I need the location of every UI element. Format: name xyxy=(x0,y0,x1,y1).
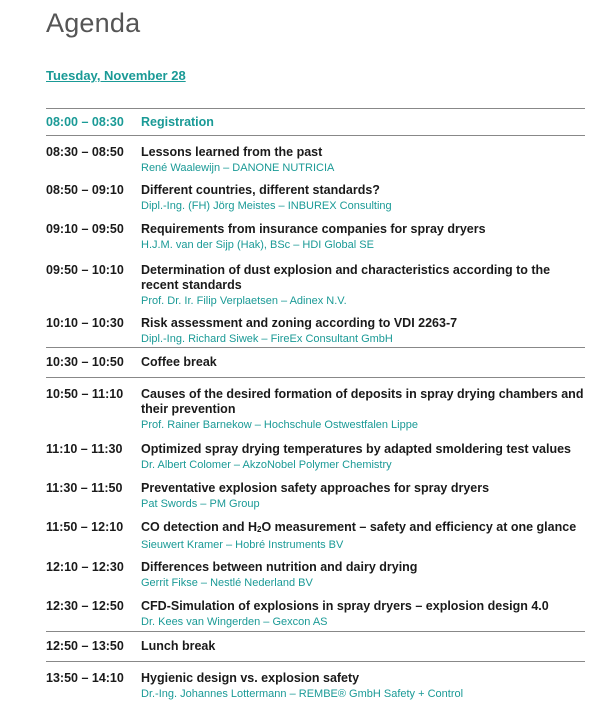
agenda-title: Requirements from insurance companies for spray dryers xyxy=(141,222,486,236)
agenda-item xyxy=(46,213,585,254)
agenda-title: Risk assessment and zoning according to VDI 2263-7 xyxy=(141,316,458,330)
agenda-time: 12:10 – 12:30 xyxy=(46,560,124,574)
agenda-time: 11:30 – 11:50 xyxy=(46,481,123,495)
agenda-title: Coffee break xyxy=(141,355,217,369)
agenda-item xyxy=(46,378,585,433)
agenda-speaker: H.J.M. van der Sijp (Hak), BSc – HDI Global SE xyxy=(141,239,374,251)
agenda-title-part: O measurement – safety and efficiency at one glance xyxy=(261,520,577,534)
agenda-time: 11:10 – 11:30 xyxy=(46,442,123,456)
agenda-time: 08:30 – 08:50 xyxy=(46,145,124,159)
agenda-speaker: Prof. Rainer Barnekow – Hochschule Ostwestfalen Lippe xyxy=(141,419,418,431)
date-heading: Tuesday, November 28 xyxy=(46,68,186,83)
agenda-speaker: Dipl.-Ing. (FH) Jörg Meistes – INBUREX Consulting xyxy=(141,200,392,212)
agenda-item xyxy=(46,136,585,174)
agenda-speaker: Dr. Albert Colomer – AkzoNobel Polymer Chemistry xyxy=(141,459,392,471)
agenda-speaker: Dipl.-Ing. Richard Siwek – FireEx Consultant GmbH xyxy=(141,333,393,345)
agenda-time: 11:50 – 12:10 xyxy=(46,520,124,534)
agenda-time: 12:50 – 13:50 xyxy=(46,639,124,653)
agenda-item xyxy=(46,551,585,590)
agenda-title-part: CO detection and H xyxy=(141,520,257,534)
agenda-title: Preventative explosion safety approaches for spray dryers xyxy=(141,481,490,495)
agenda-title: Hygienic design vs. explosion safety xyxy=(141,671,360,685)
agenda-title: Registration xyxy=(141,115,214,129)
agenda-speaker: Prof. Dr. Ir. Filip Verplaetsen – Adinex N.V. xyxy=(141,295,347,307)
agenda-speaker: Dr. Kees van Wingerden – Gexcon AS xyxy=(141,616,328,628)
subscript-2: 2 xyxy=(256,525,262,534)
agenda-time: 10:10 – 10:30 xyxy=(46,316,124,330)
agenda-list xyxy=(46,108,585,702)
agenda-time: 10:30 – 10:50 xyxy=(46,355,124,369)
agenda-time: 10:50 – 11:10 xyxy=(46,387,124,401)
agenda-title: CFD-Simulation of explosions in spray dryers – explosion design 4.0 xyxy=(141,599,549,613)
agenda-speaker: Pat Swords – PM Group xyxy=(141,498,260,510)
agenda-title xyxy=(141,520,585,537)
agenda-speaker: Sieuwert Kramer – Hobré Instruments BV xyxy=(141,539,344,551)
agenda-title: Causes of the desired formation of deposits in spray drying chambers and their prevention xyxy=(141,387,584,416)
agenda-item xyxy=(46,511,585,551)
agenda-speaker: Gerrit Fikse – Nestlé Nederland BV xyxy=(141,577,313,589)
agenda-item xyxy=(46,590,585,631)
page-title: Agenda xyxy=(46,8,141,38)
agenda-item-lunch-break xyxy=(46,632,585,661)
agenda-item xyxy=(46,433,585,472)
agenda-speaker: Dr.-Ing. Johannes Lottermann – REMBE® GmbH Safety + Control xyxy=(141,688,464,700)
agenda-time: 13:50 – 14:10 xyxy=(46,671,124,685)
agenda-title: Differences between nutrition and dairy drying xyxy=(141,560,418,574)
agenda-item xyxy=(46,307,585,347)
agenda-title: Lunch break xyxy=(141,639,216,653)
agenda-title: Lessons learned from the past xyxy=(141,145,323,159)
agenda-time: 08:00 – 08:30 xyxy=(46,115,124,129)
agenda-title: Different countries, different standards? xyxy=(141,183,380,197)
agenda-speaker: René Waalewijn – DANONE NUTRICIA xyxy=(141,162,335,174)
agenda-item xyxy=(46,254,585,307)
agenda-title: Determination of dust explosion and characteristics according to the recent standards xyxy=(141,263,551,292)
agenda-item xyxy=(46,174,585,213)
agenda-time: 09:50 – 10:10 xyxy=(46,263,124,277)
agenda-item xyxy=(46,662,585,702)
agenda-time: 08:50 – 09:10 xyxy=(46,183,124,197)
agenda-item-coffee-break xyxy=(46,348,585,377)
agenda-title: Optimized spray drying temperatures by adapted smoldering test values xyxy=(141,442,571,456)
agenda-item-registration xyxy=(46,109,585,135)
agenda-time: 09:10 – 09:50 xyxy=(46,222,124,236)
agenda-time: 12:30 – 12:50 xyxy=(46,599,124,613)
agenda-item xyxy=(46,472,585,511)
